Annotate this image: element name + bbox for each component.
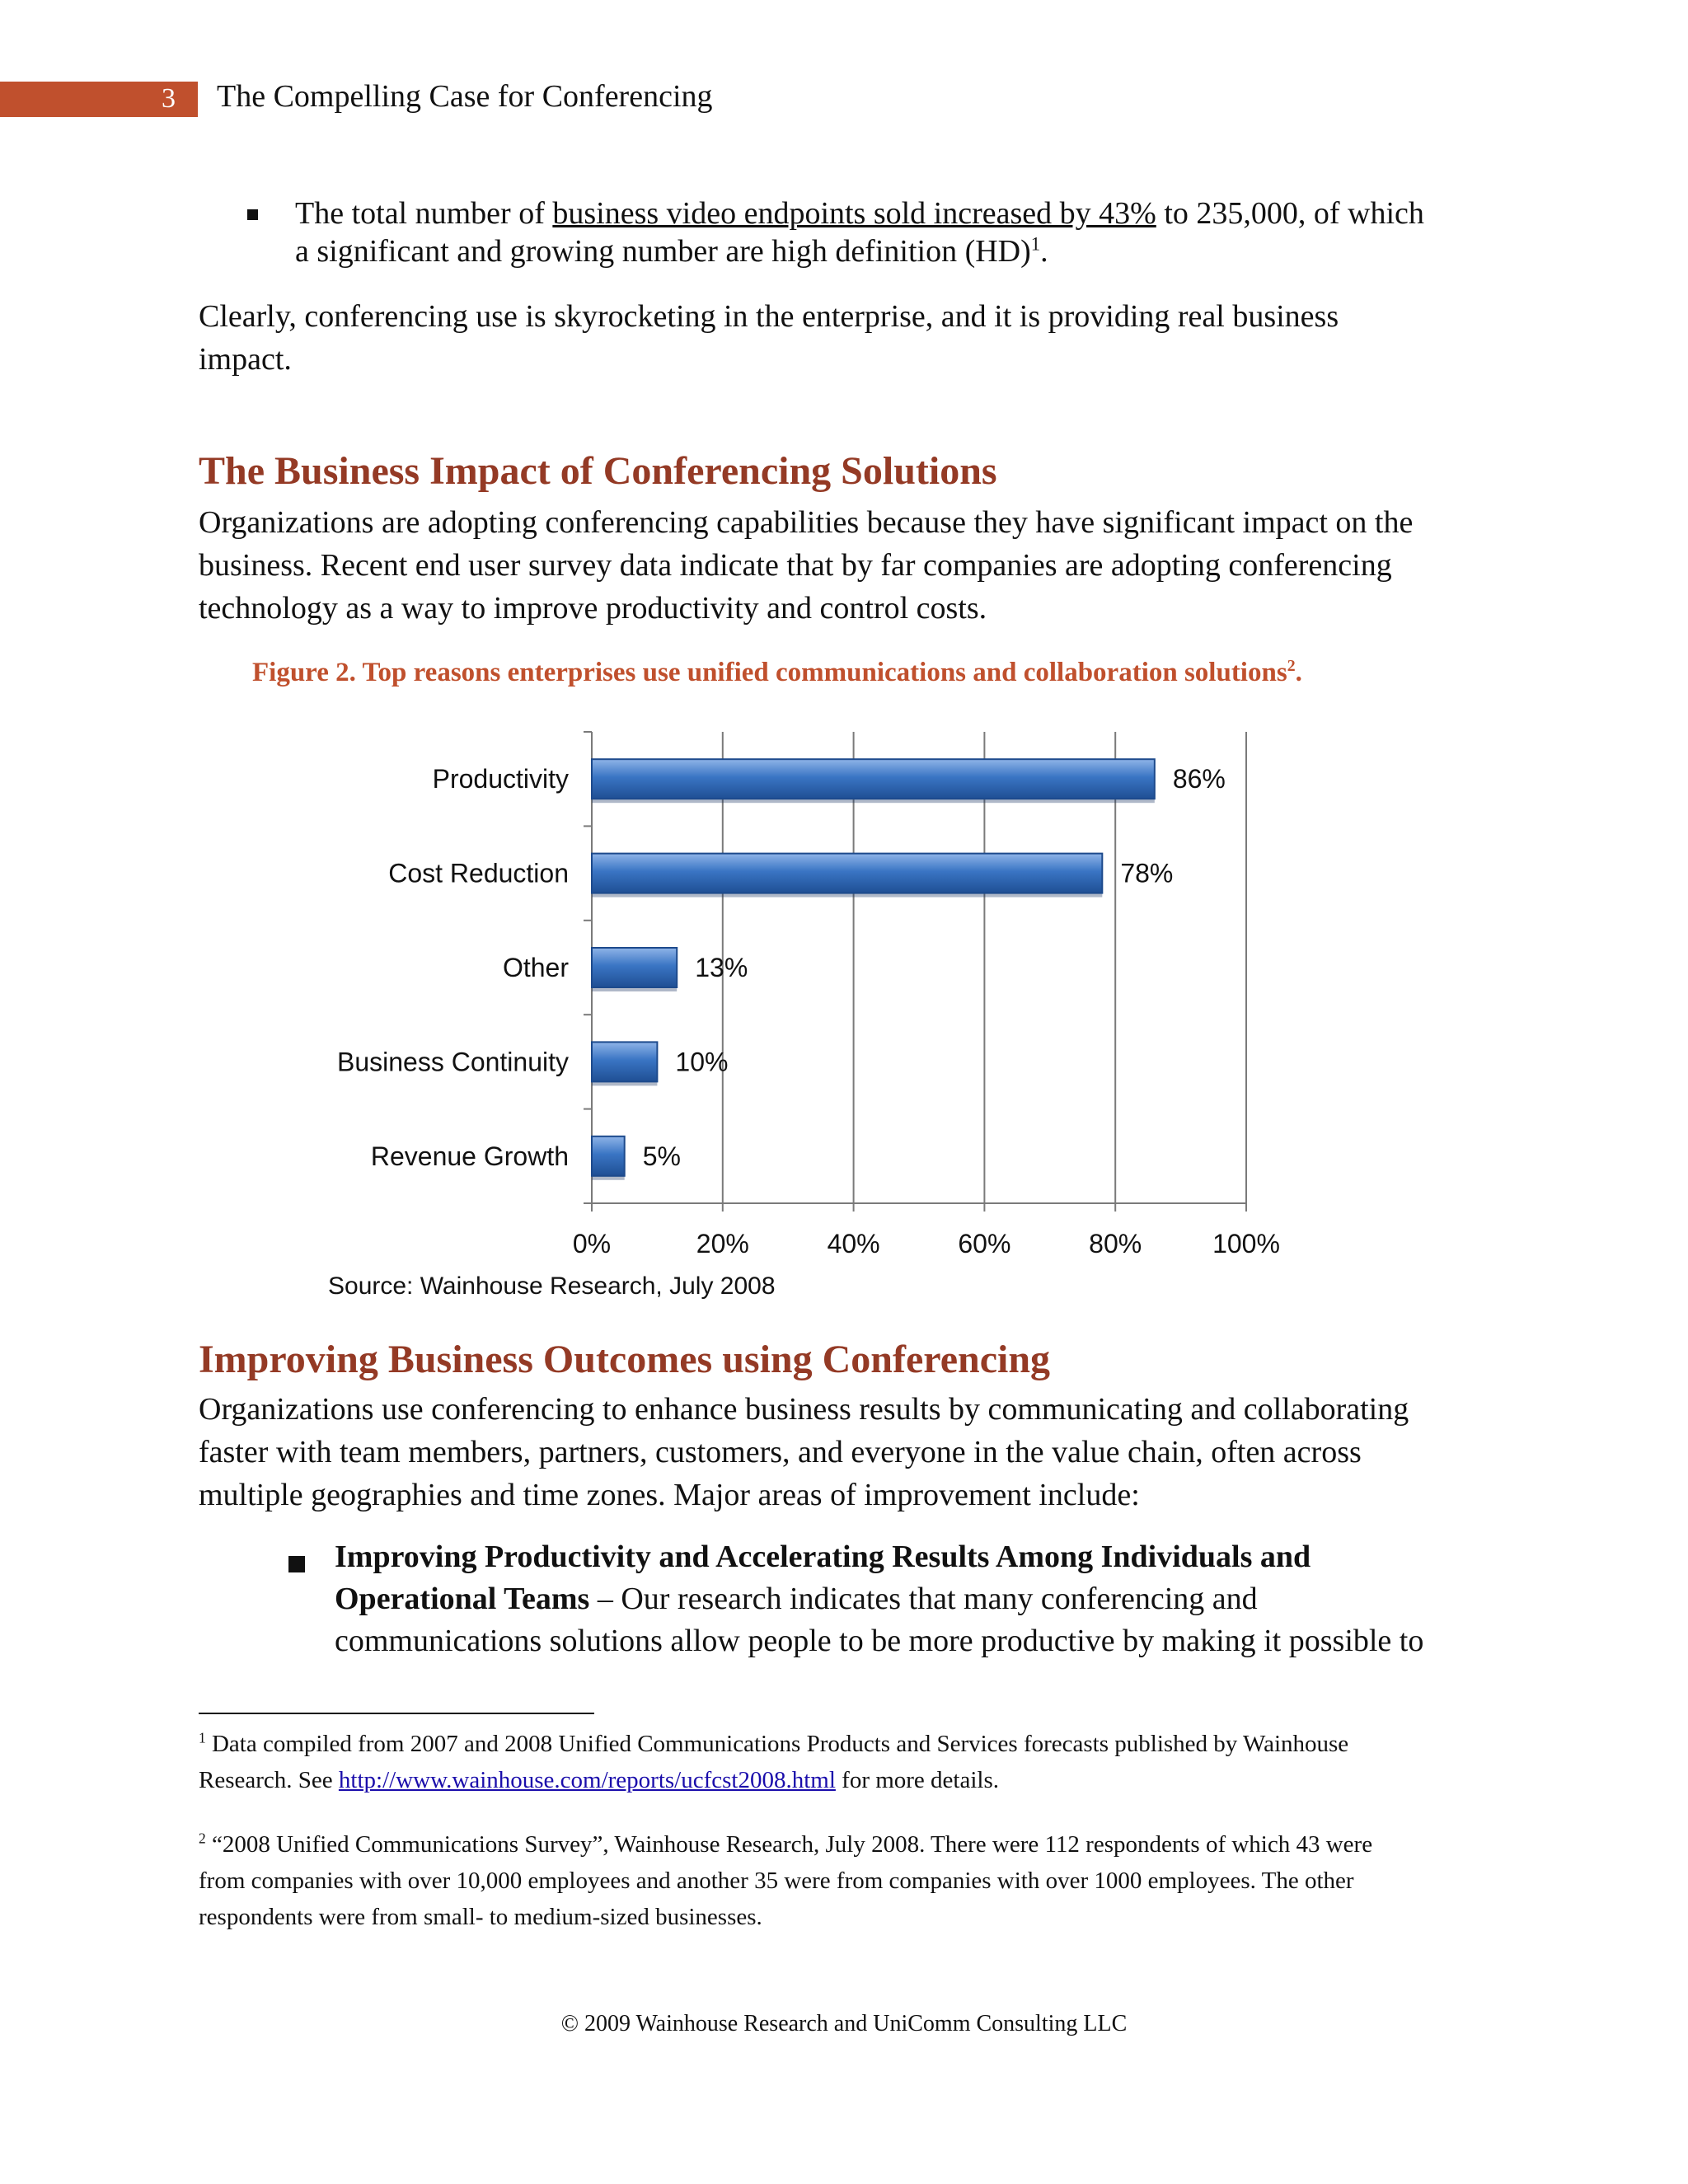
footnote-2-mark: 2 (199, 1830, 206, 1847)
bar (592, 1042, 657, 1081)
section1-line3: technology as a way to improve productivity and control costs. (199, 591, 987, 626)
bullet1-post: to 235,000, of which (1156, 196, 1424, 231)
bullet2-rest-line2: – Our research indicates that many conferencing and (589, 1582, 1258, 1616)
section1-line2: business. Recent end user survey data indicate that by far companies are adopting conferencing (199, 548, 1392, 583)
paragraph-business-outcomes (199, 1388, 1509, 1516)
category-label: Cost Reduction (388, 858, 569, 888)
footnote-1 (199, 1726, 1517, 1798)
data-label: 5% (642, 1141, 681, 1171)
footnote-1-mark: 1 (199, 1729, 206, 1746)
section2-line2: faster with team members, partners, customers, and everyone in the value chain, often across (199, 1435, 1362, 1469)
running-title: The Compelling Case for Conferencing (217, 79, 713, 114)
data-label: 10% (675, 1047, 729, 1077)
footnote-2-line3: respondents were from small- to medium-sized businesses. (199, 1904, 762, 1930)
x-tick-label: 40% (827, 1229, 880, 1258)
x-tick-label: 20% (696, 1229, 749, 1258)
bar (592, 759, 1155, 799)
bar (592, 854, 1102, 893)
bullet1-end: . (1040, 234, 1048, 269)
para1-line2: impact. (199, 342, 292, 377)
bullet1-line2: a significant and growing number are high definition (HD) (295, 234, 1031, 269)
bullet-marker-large (288, 1556, 305, 1572)
bullet2-bold-line1: Improving Productivity and Accelerating Results Among Individuals and (335, 1540, 1311, 1574)
figure-caption-text: Figure 2. Top reasons enterprises use unified communications and collaboration solutions (252, 658, 1287, 687)
footnote-ref-1[interactable]: 1 (1030, 233, 1041, 255)
bullet2-bold-line2: Operational Teams (335, 1582, 590, 1616)
section1-line1: Organizations are adopting conferencing capabilities because they have significant impact on the (199, 505, 1414, 540)
category-label: Productivity (432, 764, 569, 794)
data-label: 86% (1172, 764, 1226, 794)
x-tick-label: 60% (958, 1229, 1011, 1258)
bullet2-line3: communications solutions allow people to be more productive by making it possible to (335, 1624, 1424, 1658)
bullet-productivity-text (335, 1536, 1522, 1662)
footnote-2-line1: “2008 Unified Communications Survey”, Wainhouse Research, July 2008. There were 112 respondents of which 43 were (205, 1831, 1373, 1858)
footnote-1-link[interactable]: http://www.wainhouse.com/reports/ucfcst2008.html (338, 1767, 836, 1793)
x-tick-label: 80% (1089, 1229, 1142, 1258)
category-label: Revenue Growth (370, 1141, 569, 1171)
footnote-1-line2-pre: Research. See (199, 1767, 339, 1793)
footnote-1-line2-post: for more details. (835, 1767, 1000, 1793)
footnote-separator (199, 1713, 594, 1714)
section2-line3: multiple geographies and time zones. Major areas of improvement include: (199, 1478, 1140, 1512)
figure-caption-end: . (1295, 658, 1302, 687)
page-number: 3 (162, 83, 176, 114)
footnote-2-line2: from companies with over 10,000 employees and another 35 were from companies with over 1000 employees. The other (199, 1868, 1354, 1894)
footnote-ref-2[interactable]: 2 (1287, 657, 1296, 675)
footnote-2 (199, 1826, 1517, 1935)
category-label: Other (502, 953, 569, 982)
bar (592, 1137, 625, 1176)
data-label: 13% (695, 953, 748, 982)
x-tick-label: 0% (572, 1229, 612, 1258)
para1-line1: Clearly, conferencing use is skyrocketing in the enterprise, and it is providing real business (199, 299, 1339, 334)
bullet1-underlined: business video endpoints sold increased by 43% (552, 196, 1156, 231)
chart-source: Source: Wainhouse Research, July 2008 (328, 1272, 776, 1300)
x-tick-label: 100% (1212, 1229, 1280, 1258)
bar (592, 948, 677, 987)
footer-copyright: © 2009 Wainhouse Research and UniComm Consulting LLC (560, 2011, 1128, 2036)
section2-line1: Organizations use conferencing to enhance business results by communicating and collaborating (199, 1392, 1409, 1427)
bullet1-pre: The total number of (295, 196, 553, 231)
data-label: 78% (1120, 858, 1174, 888)
category-label: Business Continuity (336, 1047, 569, 1077)
section-heading-business-outcomes: Improving Business Outcomes using Conferencing (199, 1338, 1051, 1381)
footnote-1-line1: Data compiled from 2007 and 2008 Unified Communications Products and Services forecasts published by Wainhouse (205, 1731, 1349, 1757)
section-heading-business-impact: The Business Impact of Conferencing Solutions (199, 449, 997, 493)
